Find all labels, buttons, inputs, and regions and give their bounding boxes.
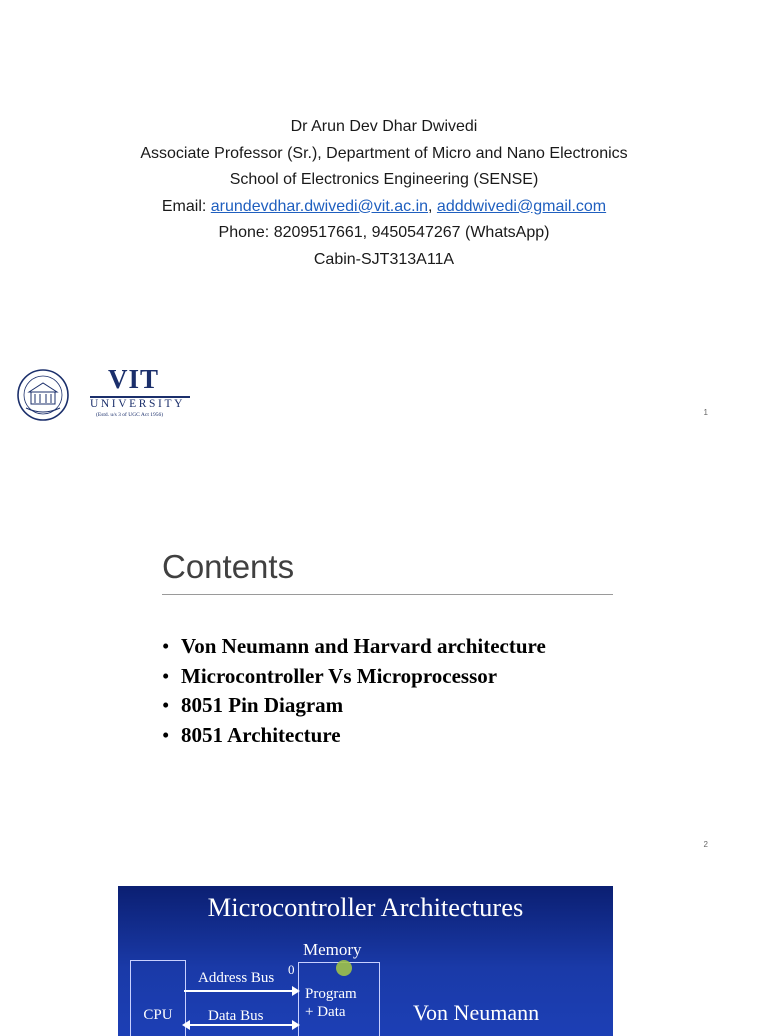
list-item-label: 8051 Architecture [181, 722, 341, 747]
memory-label: Memory [303, 940, 362, 959]
data-bus-label: Data Bus [208, 1008, 264, 1024]
vit-logo [16, 364, 185, 422]
cabin-line: Cabin-SJT313A11A [313, 250, 455, 268]
email-line [0, 194, 768, 221]
address-bus-label: Address Bus [198, 970, 275, 986]
author-info [0, 114, 768, 273]
cpu-block [130, 960, 186, 1036]
email-link-vit[interactable]: arundevdhar.dwivedi@vit.ac.in [210, 197, 429, 215]
bullet-icon: • [162, 693, 170, 717]
von-neumann-label: Von Neumann [413, 1000, 540, 1025]
list-item [162, 691, 546, 721]
data-label: + Data [305, 1004, 346, 1020]
architecture-slide [118, 886, 613, 1036]
contents-list [162, 632, 546, 750]
phone-line: Phone: 8209517661, 9450547267 (WhatsApp) [218, 224, 550, 241]
title-divider [162, 594, 613, 595]
cpu-label: CPU [143, 1007, 173, 1023]
pointer-cursor-icon [336, 960, 352, 976]
email-separator: , [428, 197, 437, 215]
list-item [162, 662, 546, 692]
list-item [162, 632, 546, 662]
list-item-label: Microcontroller Vs Microprocessor [181, 663, 498, 688]
bullet-icon: • [162, 722, 170, 747]
bullet-icon: • [162, 634, 170, 658]
email-link-gmail[interactable]: adddwivedi@gmail.com [436, 197, 607, 215]
list-item-label: 8051 Pin Diagram [181, 693, 344, 717]
slide-3 [0, 864, 768, 1024]
program-label: Program [305, 986, 357, 1002]
page-number: 1 [703, 408, 708, 417]
author-position: Associate Professor (Sr.), Department of Micro and Nano Electronics [140, 144, 628, 162]
author-school: School of Electronics Engineering (SENSE) [229, 171, 539, 188]
address-zero-label: 0 [288, 962, 295, 977]
slide-2 [0, 432, 768, 864]
address-bus-arrow-icon [184, 990, 298, 992]
list-item [162, 721, 546, 751]
program-data-label [305, 985, 357, 1021]
slide-1 [0, 0, 768, 432]
author-name: Dr Arun Dev Dhar Dwivedi [290, 118, 478, 135]
list-item-label: Von Neumann and Harvard architecture [181, 634, 546, 658]
university-seal-icon [16, 368, 70, 422]
data-bus-arrow-icon [184, 1024, 298, 1026]
logo-subtitle: UNIVERSITY [90, 398, 185, 410]
email-prefix: Email: [161, 197, 211, 215]
bullet-icon: • [162, 663, 170, 688]
contents-title: Contents [162, 548, 295, 585]
slide-title: Microcontroller Architectures [207, 892, 524, 922]
page-number: 2 [703, 840, 708, 849]
logo-established: (Estd. u/s 3 of UGC Act 1956) [96, 412, 164, 418]
logo-name: VIT [108, 364, 160, 394]
